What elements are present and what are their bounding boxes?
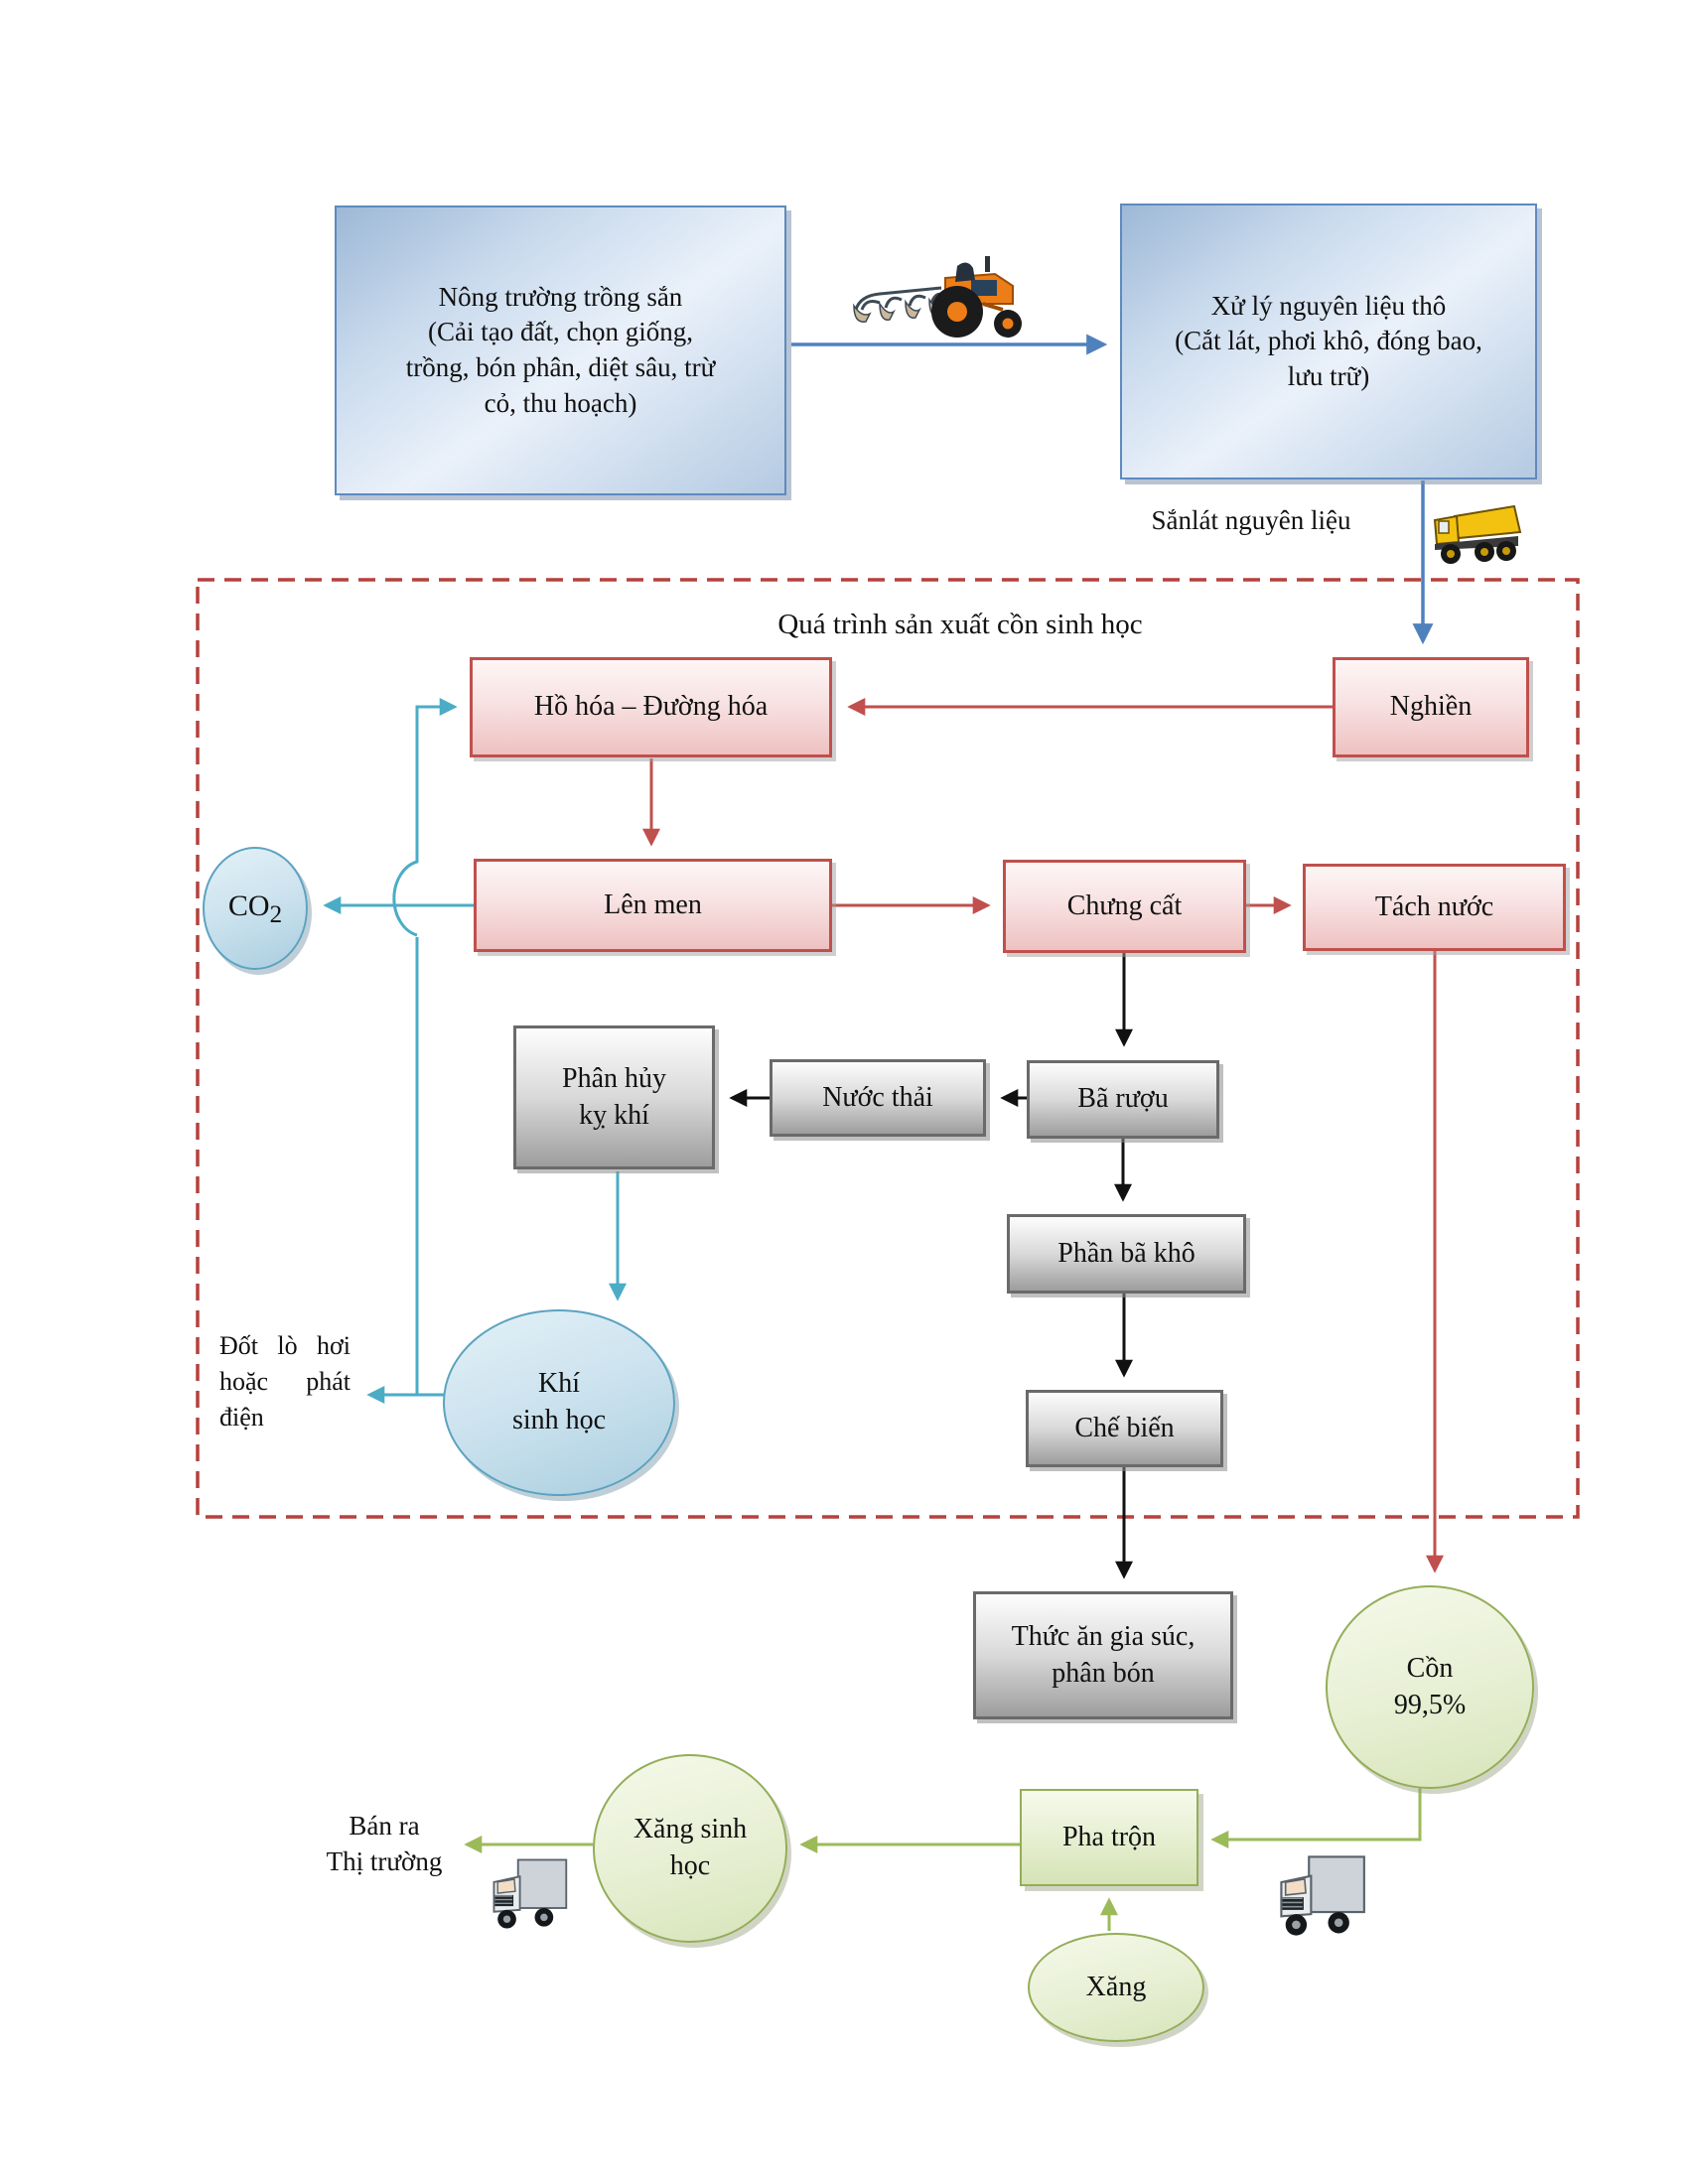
fermentation-box: Lên men [474,859,832,952]
tractor-plow-icon [846,248,1035,344]
farm-box [335,205,786,495]
co2-subscript: 2 [269,900,283,928]
dump-truck-icon [1427,490,1526,572]
box-truck-icon [1271,1850,1370,1942]
blending-box: Pha trộn [1020,1789,1198,1886]
boiler-note-label: Đốt lò hơi hoặc phát điện [219,1331,351,1432]
raw-processing-box [1120,204,1537,479]
farm-box-label: Nông trường trồng sắn (Cải tạo đất, chọn giống, trồng, bón phân, diệt sâu, trừ cỏ, thu hoạch) [405,281,716,418]
gelatinization-box: Hồ hóa – Đường hóa [470,657,832,757]
stillage-box: Bã rượu [1027,1060,1219,1139]
dehydration-box: Tách nước [1303,864,1566,951]
market-label: Bán ra Thị trường [326,1811,443,1876]
animal-feed-box: Thức ăn gia súc, phân bón [973,1591,1233,1719]
grinding-box: Nghiền [1333,657,1529,757]
distillation-box: Chưng cất [1003,860,1246,953]
cassava-chips-label: Sắnlát nguyên liệu [1151,505,1351,536]
biogasoline-ellipse: Xăng sinh học [593,1754,787,1943]
residue-processing-box: Chế biến [1026,1390,1223,1467]
anaerobic-digestion-box: Phân hủy kỵ khí [513,1025,715,1169]
raw-processing-label: Xử lý nguyên liệu thô (Cắt lát, phơi khô, đóng bao, lưu trữ) [1175,290,1482,391]
line-recycle-hop-to-gelatinization [394,707,455,935]
wastewater-box: Nước thải [770,1059,986,1137]
biogas-ellipse: Khí sinh học [443,1309,675,1496]
arrow-ethanol-to-blending [1213,1786,1420,1840]
process-title: Quá trình sản xuất cồn sinh học [777,608,1143,640]
ethanol-995-ellipse: Cồn 99,5% [1326,1585,1534,1789]
dry-residue-box: Phần bã khô [1007,1214,1246,1294]
gasoline-ellipse: Xăng [1028,1933,1204,2042]
co2-ellipse: $CO_2$ [203,847,308,970]
box-truck-icon [487,1852,570,1936]
